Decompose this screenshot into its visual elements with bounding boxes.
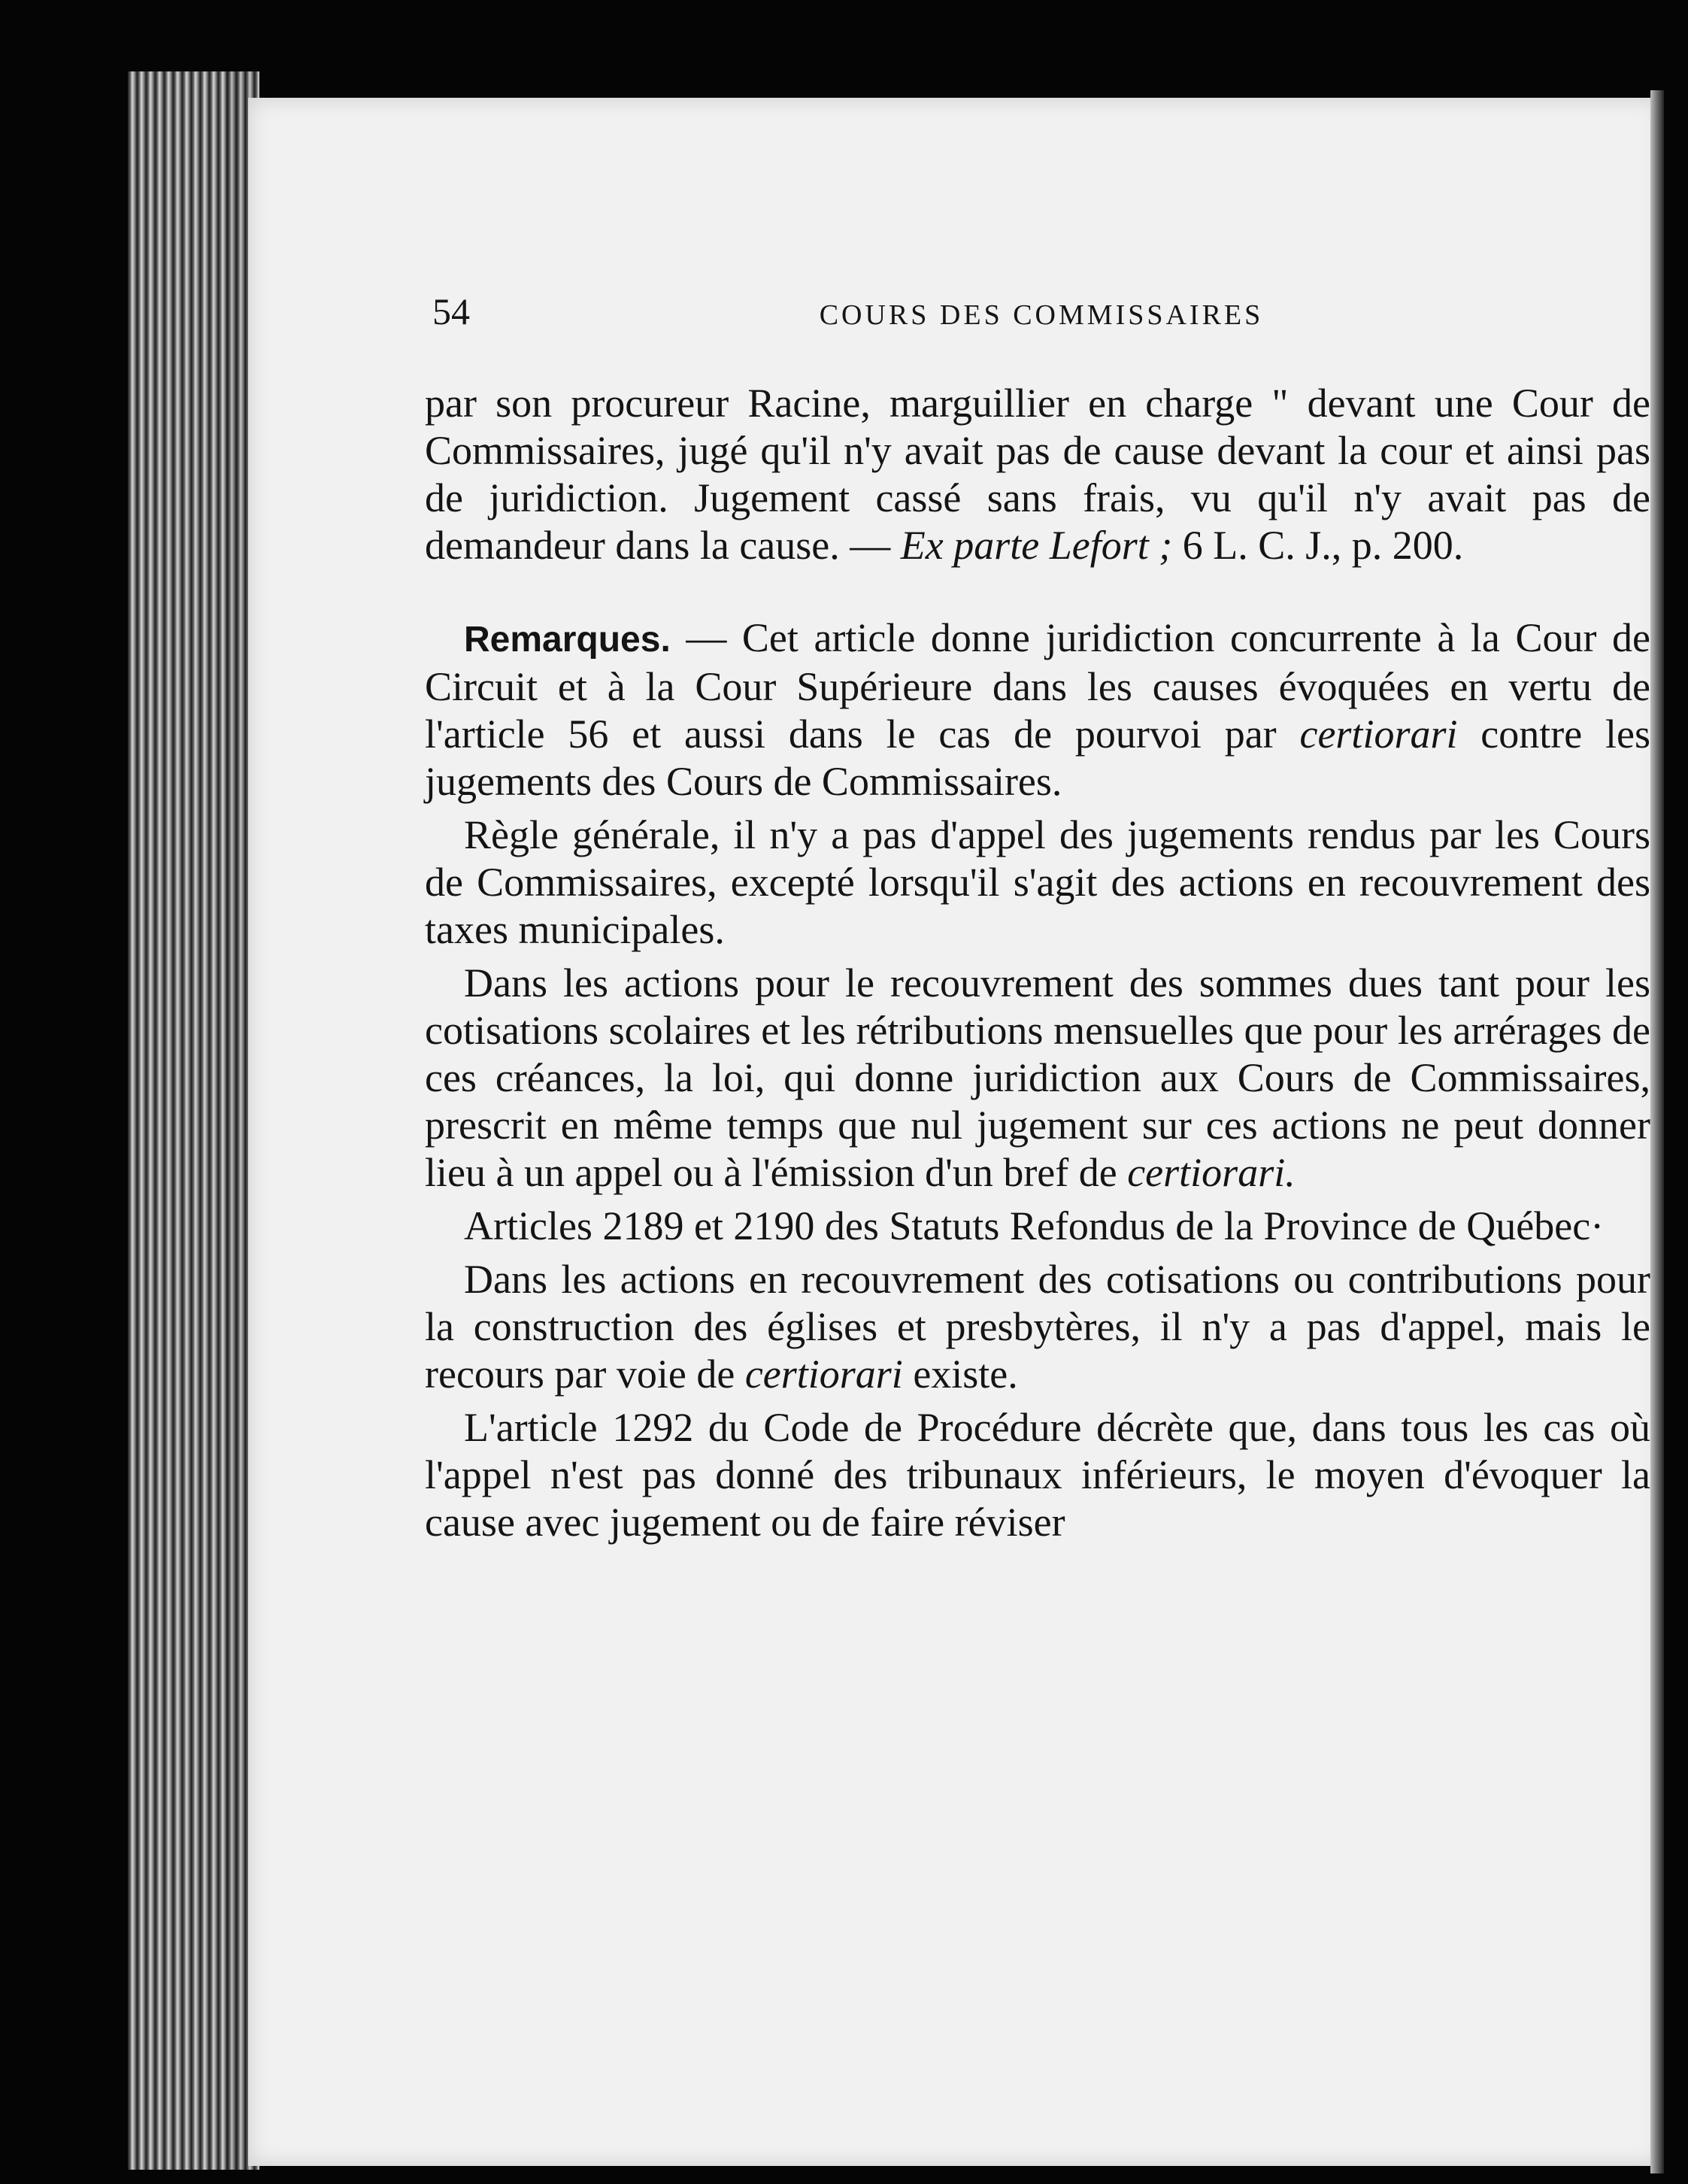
churches-text: Dans les actions en recouvrement des cotisations ou contributions pour la construction des églises et presbytères, il n'y a pas d'appel, mais le recours par voie de <box>425 1257 1650 1397</box>
paragraph-remarks <box>425 614 1650 805</box>
remarks-italic: certiorari <box>1299 711 1458 757</box>
running-title: COURS DES COMMISSAIRES <box>819 299 1264 331</box>
case-reference: 6 L. C. J., p. 200. <box>1172 523 1464 568</box>
page-number: 54 <box>432 290 470 332</box>
page-right-edge <box>1650 90 1664 2173</box>
remarks-text: — Cet article donne juridiction concurrente à la Cour de Circuit et à la Cour Supérieure dans les causes évoquées en vertu de l'article 56 et aussi dans le cas de pourvoi par <box>425 615 1650 757</box>
book-page <box>248 98 1662 2166</box>
churches-end: existe. <box>902 1351 1018 1397</box>
paragraph-school-taxes <box>425 960 1650 1197</box>
case-citation-italic: Ex parte Lefort ; <box>900 523 1173 568</box>
school-taxes-text: Dans les actions pour le recouvrement des sommes dues tant pour les cotisations scolaires et les rétributions mensuelles que pour les arrérages de ces créances, la loi, qui donne juridiction aux Cours de Commissaires, prescrit en même temps que nul jugement sur ces actions ne peut donner lieu à un appel ou à l'émission d'un bref de <box>425 960 1650 1195</box>
paragraph-statutes: Articles 2189 et 2190 des Statuts Refondus de la Province de Québec· <box>464 1203 1605 1248</box>
school-taxes-italic: certiorari. <box>1127 1150 1296 1195</box>
case-note-text: par son procureur Racine, marguillier en charge " devant une Cour de Commissaires, jugé qu'il n'y avait pas de cause devant la cour et ainsi pas de juridiction. Jugement cassé sans frais, vu qu'il n'y avait pas de demandeur dans la cause. — <box>425 381 1650 568</box>
paragraph-case-note <box>425 380 1650 569</box>
paragraph-article-1292: L'article 1292 du Code de Procédure décrète que, dans tous les cas où l'appel n'est pas donné des tribunaux inférieurs, le moyen d'évoquer la cause avec jugement ou de faire réviser <box>425 1405 1650 1545</box>
remarks-heading: Remarques. <box>464 620 671 660</box>
page-text <box>425 380 1650 1552</box>
page-header <box>432 290 1650 342</box>
paragraph-general-rule: Règle générale, il n'y a pas d'appel des jugements rendus par les Cours de Commissaires, excepté lorsqu'il s'agit des actions en recouvrement des taxes municipales. <box>425 812 1650 952</box>
paragraph-churches <box>425 1256 1650 1398</box>
churches-italic: certiorari <box>744 1351 903 1397</box>
remarks-text-end: contre les jugements des Cours de Commissaires. <box>425 711 1651 804</box>
